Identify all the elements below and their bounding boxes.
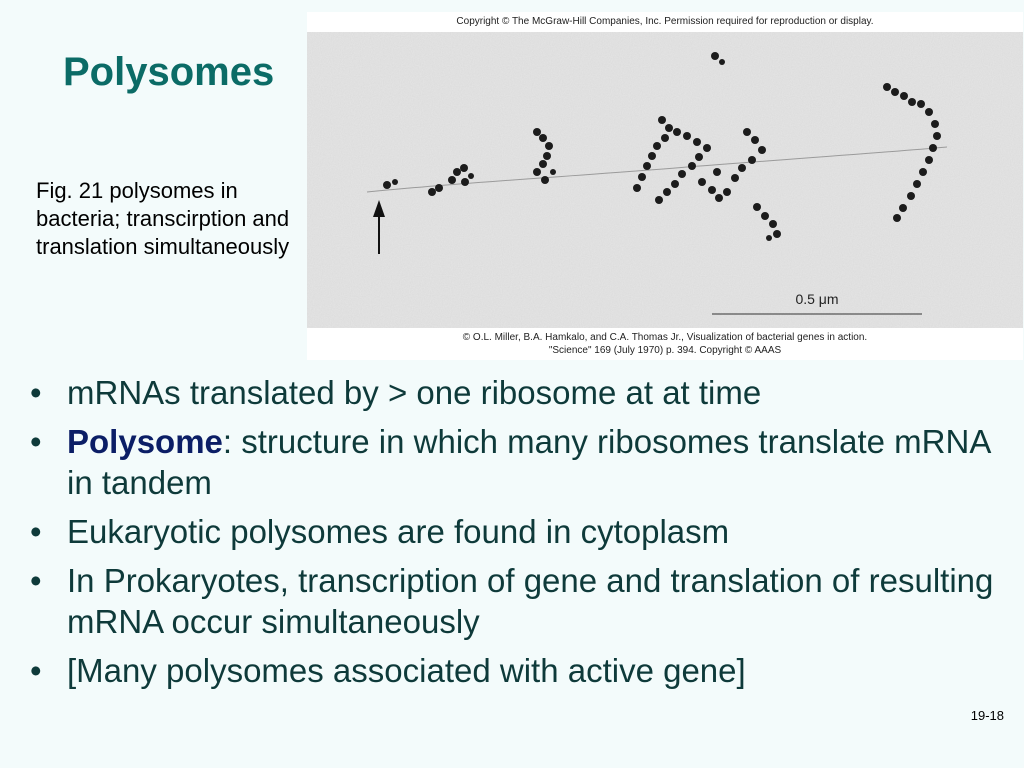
bullet-text: : structure in which many ribosomes translate mRNA in tandem xyxy=(67,423,990,501)
figure-copyright: Copyright © The McGraw-Hill Companies, Inc. Permission required for reproduction or display. xyxy=(456,16,874,27)
electron-micrograph xyxy=(307,32,1023,328)
bullet-term: Polysome xyxy=(67,423,223,460)
bullet-text: mRNAs translated by > one ribosome at at time xyxy=(67,374,762,411)
credit-line-1: © O.L. Miller, B.A. Hamkalo, and C.A. Thomas Jr., Visualization of bacterial genes in action. xyxy=(462,332,868,343)
bullet-text: Eukaryotic polysomes are found in cytoplasm xyxy=(67,513,730,550)
bullet-dot: • xyxy=(30,423,42,460)
bullet-item xyxy=(30,372,1000,413)
bullet-text: [Many polysomes associated with active gene] xyxy=(67,652,746,689)
bullet-list xyxy=(30,372,1000,699)
micrograph-figure xyxy=(307,12,1023,360)
figure-caption: Fig. 21 polysomes in bacteria; transcirption and translation simultaneously xyxy=(36,178,290,259)
credit-line-2: "Science" 169 (July 1970) p. 394. Copyright © AAAS xyxy=(548,345,782,356)
bullet-item xyxy=(30,421,1000,503)
figure-credit xyxy=(307,331,1023,357)
bullet-text: In Prokaryotes, transcription of gene and translation of resulting mRNA occur simultaneously xyxy=(67,562,994,640)
bullet-item xyxy=(30,560,1000,642)
scale-bar-label: 0.5 μm xyxy=(795,291,839,307)
bullet-item xyxy=(30,650,1000,691)
bullet-dot: • xyxy=(30,562,42,599)
bullet-dot: • xyxy=(30,374,42,411)
bullet-dot: • xyxy=(30,513,42,550)
bullet-item xyxy=(30,511,1000,552)
bullet-dot: • xyxy=(30,652,42,689)
slide-title: Polysomes xyxy=(63,50,275,94)
slide-number: 19-18 xyxy=(970,708,1004,723)
